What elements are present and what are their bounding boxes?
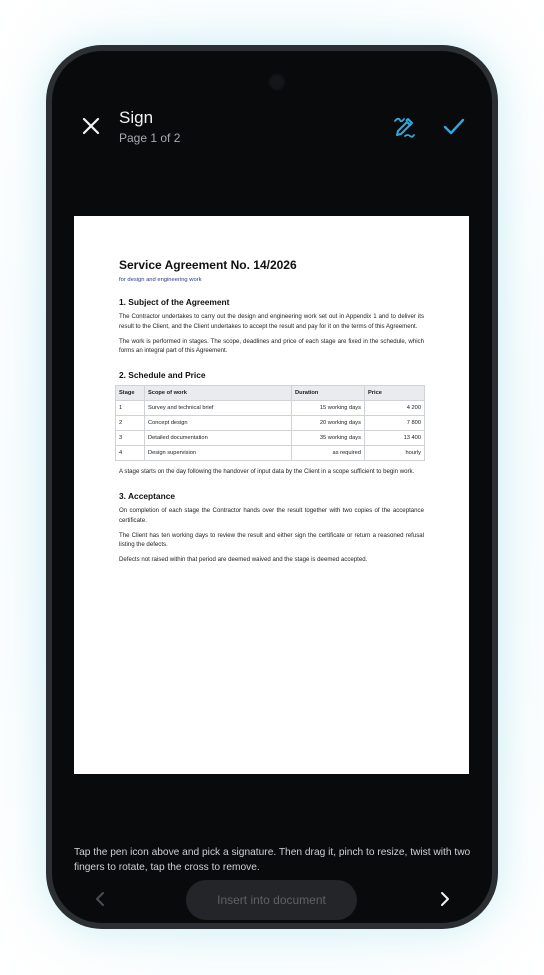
table-cell: as required (292, 446, 365, 461)
table-cell: Detailed documentation (145, 431, 292, 446)
next-page-button[interactable] (439, 891, 451, 907)
table-cell: 2 (116, 416, 145, 431)
chevron-right-icon (439, 891, 451, 907)
front-camera (268, 73, 286, 91)
close-button[interactable] (80, 115, 102, 137)
column-header: Duration (292, 386, 365, 401)
table-cell: 4 (116, 446, 145, 461)
table-row (116, 401, 425, 416)
pen-icon (392, 115, 416, 139)
insert-into-document-button[interactable]: Insert into document (186, 880, 357, 920)
page-indicator: Page 1 of 2 (119, 131, 181, 145)
table-cell: 1 (116, 401, 145, 416)
instruction-hint: Tap the pen icon above and pick a signature. Then drag it, pinch to resize, twist with two fingers to rotate, tap the cross to remove. (74, 847, 471, 873)
table-cell: 13 400 (365, 431, 425, 446)
section-heading: 1. Subject of the Agreement (119, 297, 230, 307)
phone-screen (52, 51, 492, 923)
paragraph: A stage starts on the day following the handover of input data by the Client in a scope sufficient to begin work. (119, 468, 415, 476)
document-subtitle: for design and engineering work (119, 277, 202, 283)
screen-title: Sign (119, 108, 154, 127)
section-heading: 3. Acceptance (119, 490, 176, 501)
paragraph: The Contractor undertakes to carry out the design and engineering work set out in Appendix 1 and to deliver its result to the Client, and the Client undertakes to accept the result and pay for it on the terms of this Agreement. (119, 313, 424, 330)
table-cell: 7 800 (365, 416, 425, 431)
section-heading: 2. Schedule and Price (119, 370, 206, 381)
table-row (116, 416, 425, 431)
table-cell: 15 working days (292, 401, 365, 416)
column-header: Price (365, 386, 425, 401)
confirm-button[interactable] (442, 117, 466, 137)
paragraph: On completion of each stage the Contractor hands over the result together with two copies of the acceptance certificate. (119, 506, 424, 524)
column-header: Stage (116, 386, 145, 401)
table-row (116, 431, 425, 446)
table-cell: Survey and technical brief (145, 401, 292, 416)
table-cell: Concept design (145, 416, 292, 431)
document-content (119, 258, 424, 570)
table-cell: 35 working days (292, 431, 365, 446)
signature-pen-button[interactable] (392, 115, 416, 139)
check-icon (442, 117, 466, 137)
table-cell: Design supervision (145, 446, 292, 461)
close-icon (80, 115, 102, 137)
paragraph: The Client has ten working days to review the result and either sign the certificate or return a reasoned refusal listing the defects. (119, 531, 424, 549)
paragraph: Defects not raised within that period are deemed waived and the stage is deemed accepted. (119, 556, 368, 564)
table-cell: 4 200 (365, 401, 425, 416)
table-cell: hourly (365, 446, 425, 461)
column-header: Scope of work (145, 386, 292, 401)
table-row (116, 446, 425, 461)
document-title: Service Agreement No. 14/2026 (119, 258, 297, 272)
phone-frame (46, 45, 498, 929)
document-page[interactable] (74, 216, 469, 774)
previous-page-button[interactable] (94, 891, 106, 907)
chevron-left-icon (94, 891, 106, 907)
table-header-row (116, 386, 425, 401)
table-cell: 20 working days (292, 416, 365, 431)
paragraph: The work is performed in stages. The scope, deadlines and price of each stage are fixed in the schedule, which forms an integral part of this Agreement. (119, 337, 424, 355)
table-cell: 3 (116, 431, 145, 446)
schedule-table (115, 385, 425, 461)
